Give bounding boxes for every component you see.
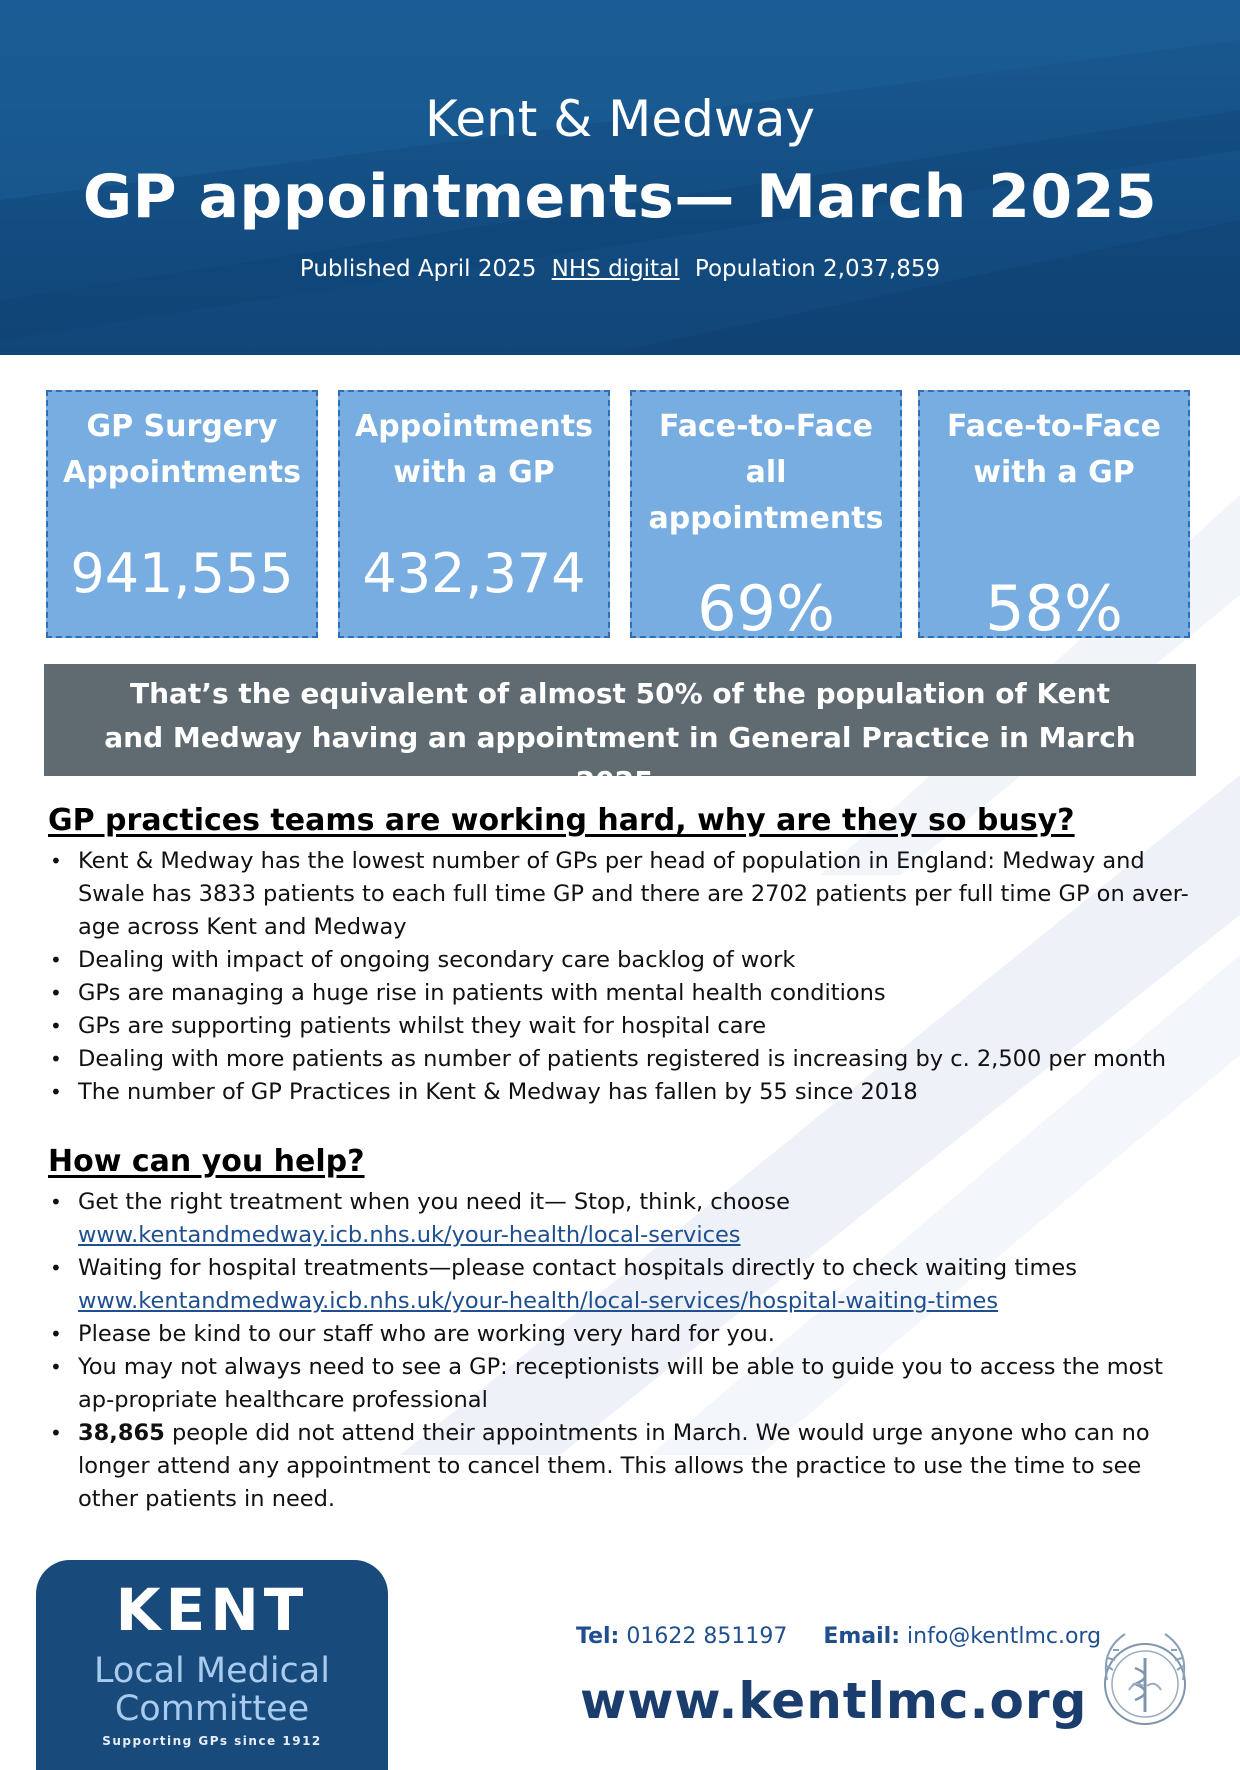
stat-face-to-face-all xyxy=(630,390,902,645)
stat-value: 58% xyxy=(985,572,1123,645)
list-item-text: Get the right treatment when you need it— Stop, think, choose xyxy=(78,1189,791,1215)
stat-label: Appointments with a GP xyxy=(355,409,593,490)
list-item xyxy=(78,1417,1208,1516)
stat-value: 941,555 xyxy=(70,542,294,605)
help-list xyxy=(48,1186,1208,1516)
section-heading: GP practices teams are working hard, why are they so busy? xyxy=(48,803,1075,838)
logo-tagline: Supporting GPs since 1912 xyxy=(102,1734,322,1748)
stat-label: Face-to-Face all appointments xyxy=(648,409,884,536)
logo-kent: KENT xyxy=(115,1576,309,1644)
logo-line: Local Medical xyxy=(94,1651,330,1691)
list-item-text: people did not attend their appointments in March. We would urge anyone who can no longer attend any appointment to cancel them. This allows the practice to use the time to see other patients in need. xyxy=(78,1420,1150,1512)
published-date: Published April 2025 xyxy=(299,256,537,282)
page-title: GP appointments— March 2025 xyxy=(82,162,1158,232)
local-services-link[interactable]: www.kentandmedway.icb.nhs.uk/your-health/local-services xyxy=(78,1222,741,1248)
population-equivalent-banner: That’s the equivalent of almost 50% of the population of Kent and Medway having an appointment in General Practice in March 2025. xyxy=(44,664,1196,776)
list-item: • Please be kind to our staff who are working very hard for you. xyxy=(78,1318,1208,1351)
why-busy-list xyxy=(48,845,1208,1109)
tel-label: Tel: xyxy=(576,1624,620,1649)
missed-appointments-count: 38,865 xyxy=(78,1420,165,1446)
email-label: Email: xyxy=(823,1624,901,1649)
website-link[interactable]: www.kentlmc.org xyxy=(580,1672,1088,1730)
kent-lmc-logo xyxy=(36,1560,388,1770)
hospital-waiting-times-link[interactable]: www.kentandmedway.icb.nhs.uk/your-health/local-services/hospital-waiting-times xyxy=(78,1288,999,1314)
section-heading: How can you help? xyxy=(48,1144,365,1179)
nhs-digital-link[interactable]: NHS digital xyxy=(551,256,680,282)
stat-gp-surgery-appointments xyxy=(46,390,318,638)
list-item xyxy=(78,1252,1208,1318)
list-item: • Dealing with more patients as number of patients registered is increasing by c. 2,500 per month xyxy=(78,1043,1208,1076)
stat-value: 69% xyxy=(697,572,835,645)
list-item: • You may not always need to see a GP: receptionists will be able to guide you to access the most ap-propriate healthcare professional xyxy=(78,1351,1208,1417)
region-title: Kent & Medway xyxy=(425,90,815,148)
stat-appointments-with-gp xyxy=(338,390,610,638)
contact-info xyxy=(576,1624,1101,1649)
logo-name xyxy=(36,1652,388,1728)
header-banner xyxy=(0,0,1240,355)
stat-label: GP Surgery Appointments xyxy=(63,409,301,490)
list-item xyxy=(78,1186,1208,1252)
list-item: • GPs are managing a huge rise in patients with mental health conditions xyxy=(78,977,1208,1010)
stat-value: 432,374 xyxy=(362,542,586,605)
tel-value[interactable]: 01622 851197 xyxy=(626,1624,788,1649)
stat-face-to-face-gp xyxy=(918,390,1190,645)
population-count: Population 2,037,859 xyxy=(694,256,941,282)
publication-info xyxy=(0,256,1240,282)
stat-label: Face-to-Face with a GP xyxy=(946,409,1162,490)
list-item-text: Waiting for hospital treatments—please contact hospitals directly to check waiting times xyxy=(78,1255,1077,1281)
stats-row xyxy=(46,390,1194,645)
why-busy-section xyxy=(48,801,1208,1109)
logo-line: Committee xyxy=(114,1689,310,1729)
email-value[interactable]: info@kentlmc.org xyxy=(907,1624,1102,1649)
list-item: • Kent & Medway has the lowest number of GPs per head of population in England: Medway and Swale has 3833 patients to each full time GP and there are 2702 patients per full time GP on aver-age across Kent and Medway xyxy=(78,845,1208,944)
crest-icon xyxy=(1085,1620,1205,1740)
list-item: • Dealing with impact of ongoing secondary care backlog of work xyxy=(78,944,1208,977)
list-item: • GPs are supporting patients whilst they wait for hospital care xyxy=(78,1010,1208,1043)
list-item: • The number of GP Practices in Kent & Medway has fallen by 55 since 2018 xyxy=(78,1076,1208,1109)
how-can-you-help-section xyxy=(48,1142,1208,1516)
